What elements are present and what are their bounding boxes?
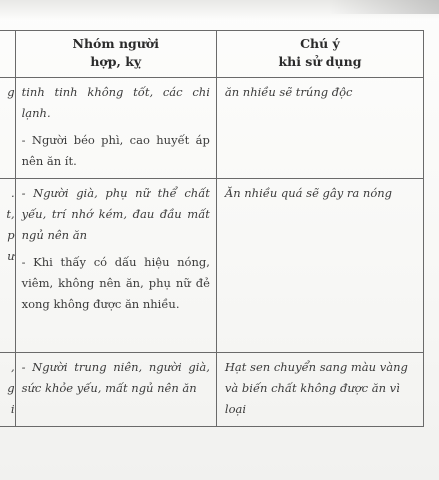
header-text: Nhóm người [72, 36, 159, 51]
target-group-cell [15, 353, 216, 427]
target-group-cell [15, 78, 216, 179]
cell-paragraph: - Người trung niên, người già, sức khỏe yếu, mất ngủ nên ăn [21, 360, 210, 395]
header-cell-cropped [0, 31, 15, 78]
table-row [0, 78, 424, 179]
table-row [0, 179, 424, 353]
target-group-cell [15, 179, 216, 353]
cell-paragraph: tinh tinh không tốt, các chi lạnh. [21, 85, 210, 120]
usage-note-cell [216, 78, 423, 179]
table-row [0, 353, 424, 427]
header-target-group [15, 31, 216, 78]
header-text: Chú ý [300, 36, 340, 51]
herb-usage-table [0, 30, 424, 427]
cropped-cell [0, 78, 15, 179]
cropped-fragment: ư [7, 249, 15, 263]
header-text: khi sử dụng [278, 54, 362, 69]
cell-paragraph: Ăn nhiều quá sẽ gây ra nóng [224, 186, 393, 200]
cropped-fragment: g [7, 85, 15, 99]
page-corner-shadow [329, 0, 439, 14]
cell-paragraph: ăn nhiều sẽ trúng độc [224, 85, 353, 99]
header-usage-notes [216, 31, 423, 78]
cropped-fragment: . [10, 186, 15, 200]
usage-note-cell [216, 179, 423, 353]
cell-paragraph: Hạt sen chuyển sang màu vàng và biến chất không được ăn vì loại [224, 360, 408, 416]
cropped-fragment: g [7, 381, 15, 395]
cropped-fragment: p [7, 228, 15, 242]
cropped-cell [0, 353, 15, 427]
cell-paragraph: - Khi thấy có dấu hiệu nóng, viêm, không nên ăn, phụ nữ đẻ xong không được ăn nhiều. [21, 255, 210, 311]
table-header-row [0, 31, 424, 78]
cell-paragraph: - Người già, phụ nữ thể chất yếu, trí nhớ kém, đau đầu mất ngủ nên ăn [21, 186, 210, 242]
cropped-fragment: , [10, 360, 15, 374]
header-text: hợp, kỵ [90, 54, 142, 69]
cropped-fragment: t, [6, 207, 15, 221]
cropped-cell [0, 179, 15, 353]
cropped-fragment: i [10, 402, 15, 416]
cell-paragraph: - Người béo phì, cao huyết áp nên ăn ít. [21, 133, 210, 168]
usage-note-cell [216, 353, 423, 427]
